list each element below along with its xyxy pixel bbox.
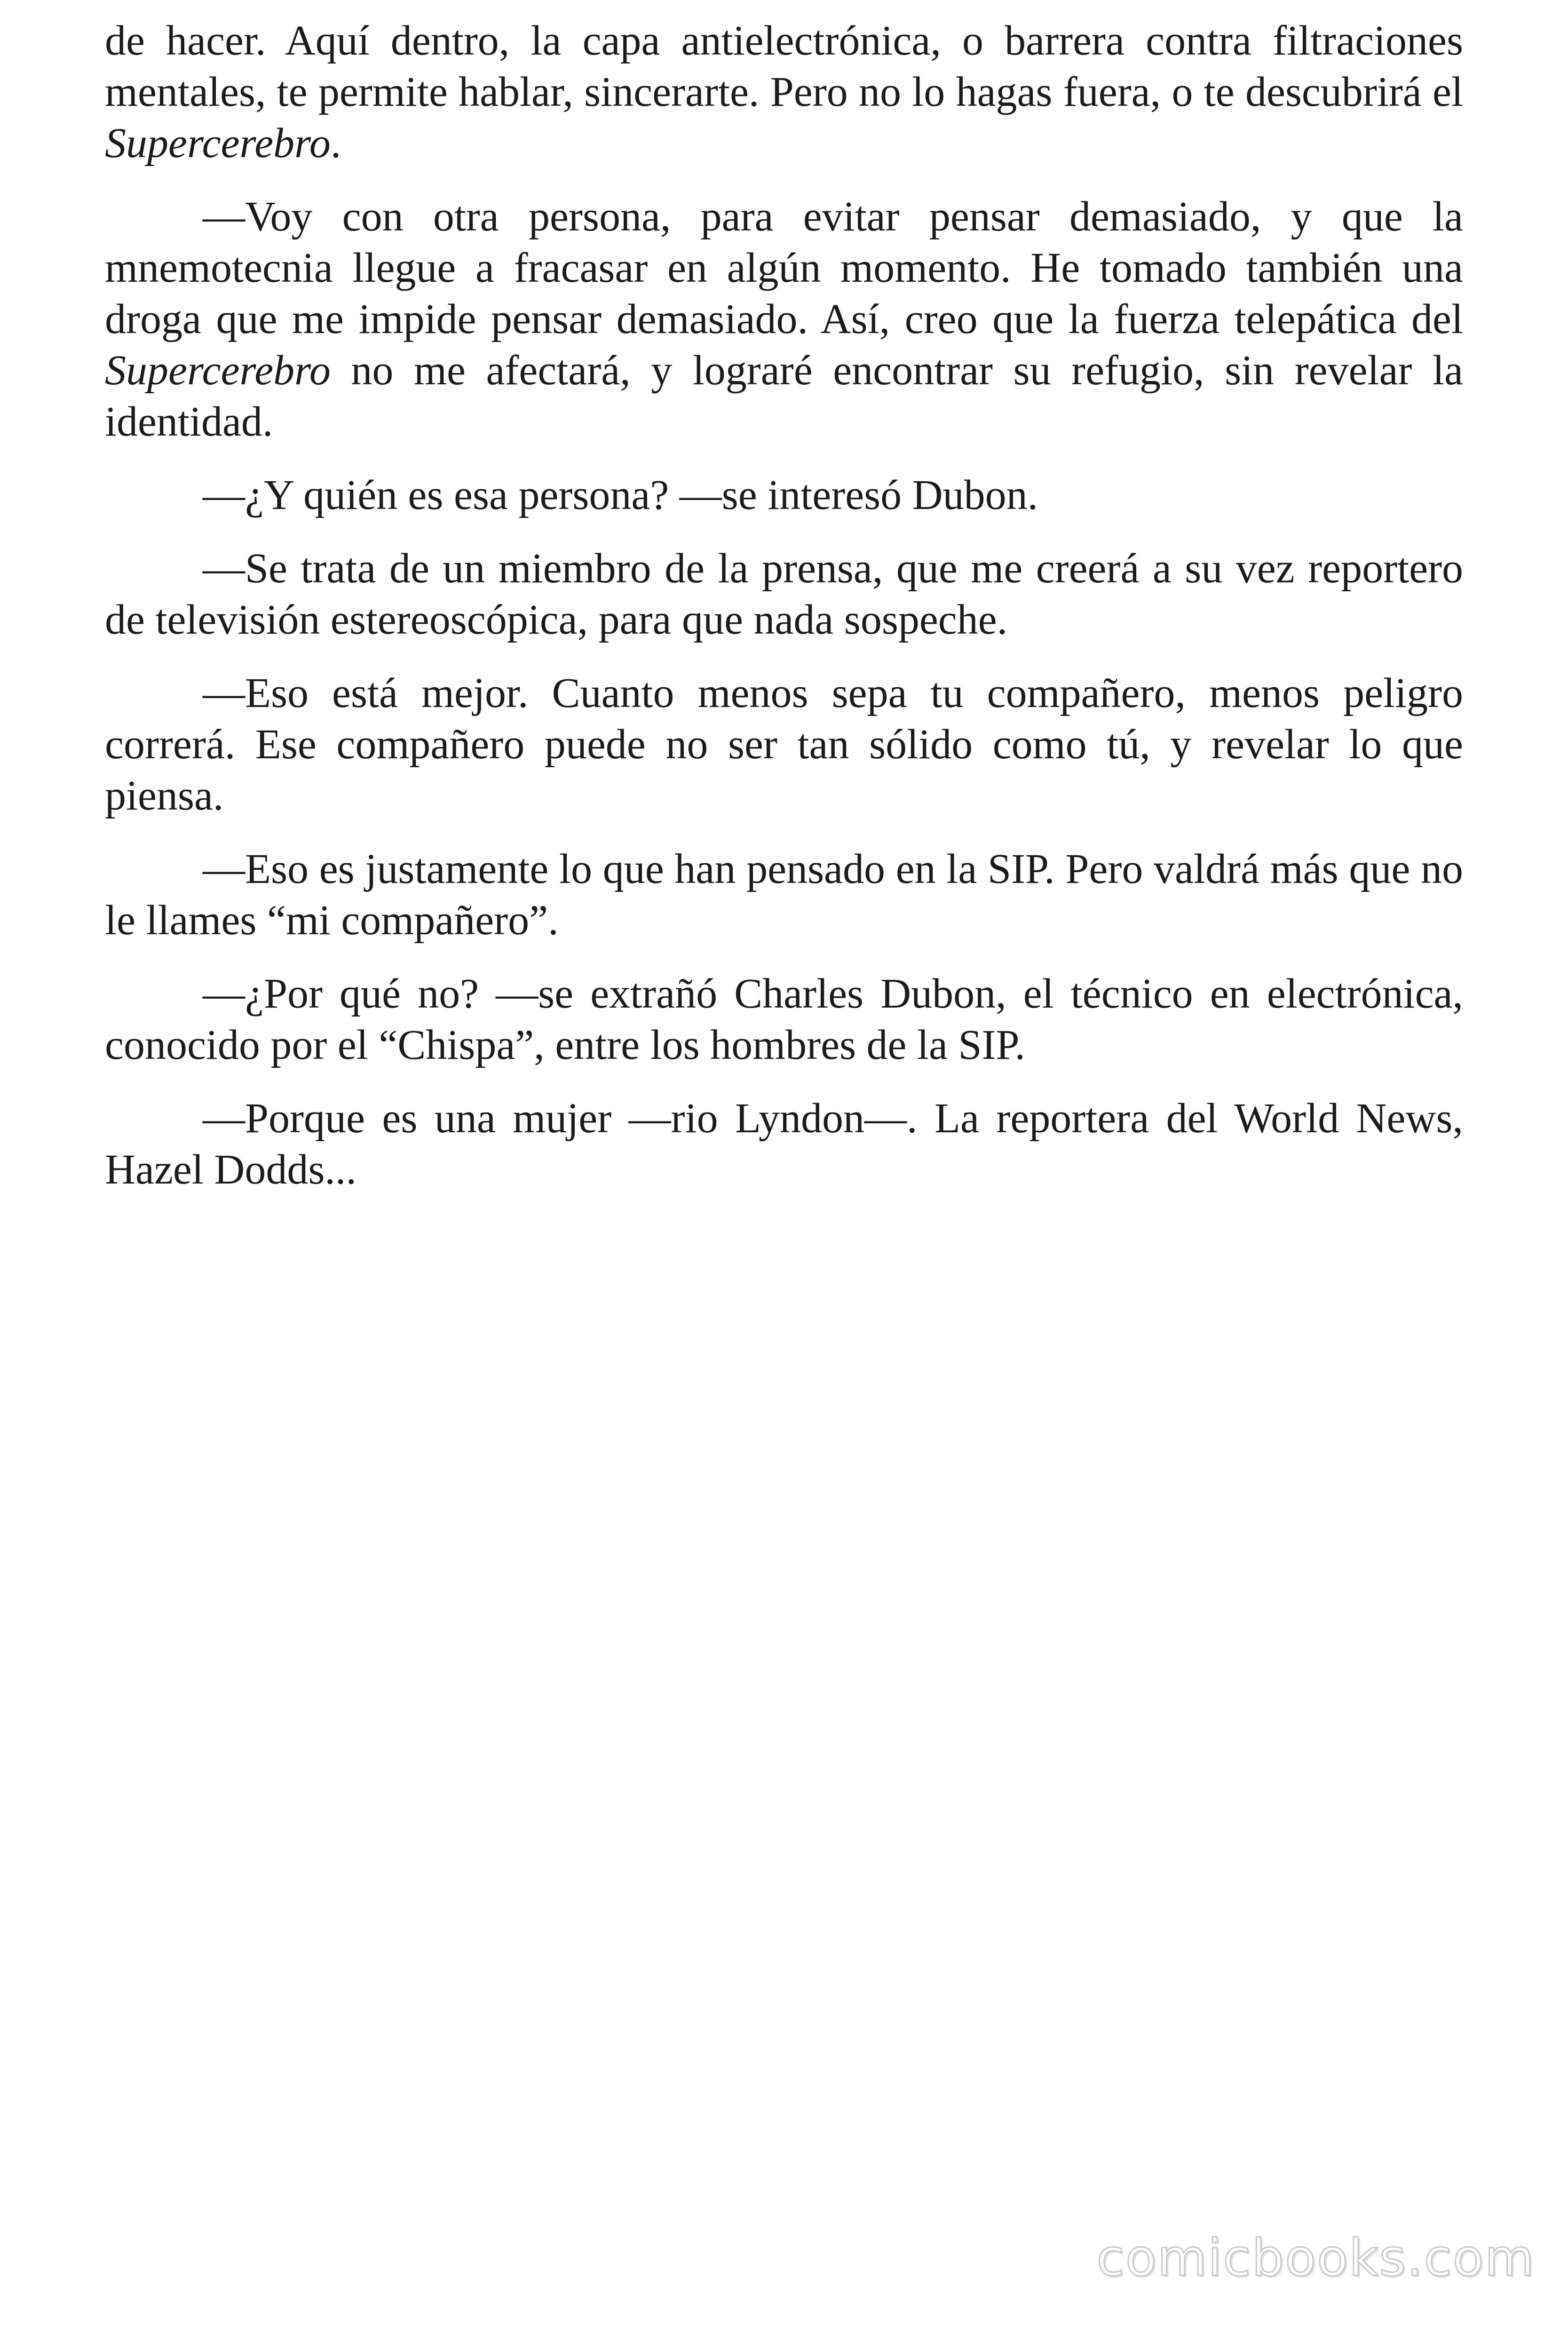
paragraph [105,1093,1463,1195]
paragraph-text: de hacer. Aquí dentro, la capa antielectrónica, o barrera contra filtraciones mentales, te permite hablar, sincerarte. Pero no lo hagas fuera, o te descubrirá el [105,17,1463,115]
page-body [105,15,1463,1217]
paragraph-text: —Eso es justamente lo que han pensado en la SIP. Pero valdrá más que no le llames “mi compañero”. [105,846,1463,944]
paragraph [105,543,1463,645]
paragraph [105,667,1463,821]
paragraph-text: no me afectará, y lograré encontrar su refugio, sin revelar la identidad. [105,347,1463,445]
paragraph-text: —Eso está mejor. Cuanto menos sepa tu compañero, menos peligro correrá. Ese compañero puede no ser tan sólido como tú, y revelar lo que piensa. [105,670,1463,819]
paragraph-text: . [330,120,341,167]
watermark: comicbooks.com [1096,2229,1535,2288]
paragraph-text: —Voy con otra persona, para evitar pensar demasiado, y que la mnemotecnia llegue a fracasar en algún momento. He tomado también una droga que me impide pensar demasiado. Así, creo que la fuerza telepática del [105,193,1463,342]
paragraph [105,191,1463,447]
paragraph [105,469,1463,521]
paragraph [105,15,1463,169]
paragraph [105,843,1463,946]
paragraph-text: —Se trata de un miembro de la prensa, que me creerá a su vez reportero de televisión estereoscópica, para que nada sospeche. [105,545,1463,643]
paragraph-text: —¿Y quién es esa persona? —se interesó Dubon. [203,472,1038,518]
paragraph-text: —¿Por qué no? —se extrañó Charles Dubon, el técnico en electrónica, conocido por el “Chispa”, entre los hombres de la SIP. [105,970,1463,1068]
paragraph-text: —Porque es una mujer —rio Lyndon—. La reportera del World News, Hazel Dodds... [105,1095,1463,1193]
italic-title: Supercerebro [105,347,331,394]
italic-title: Supercerebro [105,120,331,167]
paragraph [105,968,1463,1071]
